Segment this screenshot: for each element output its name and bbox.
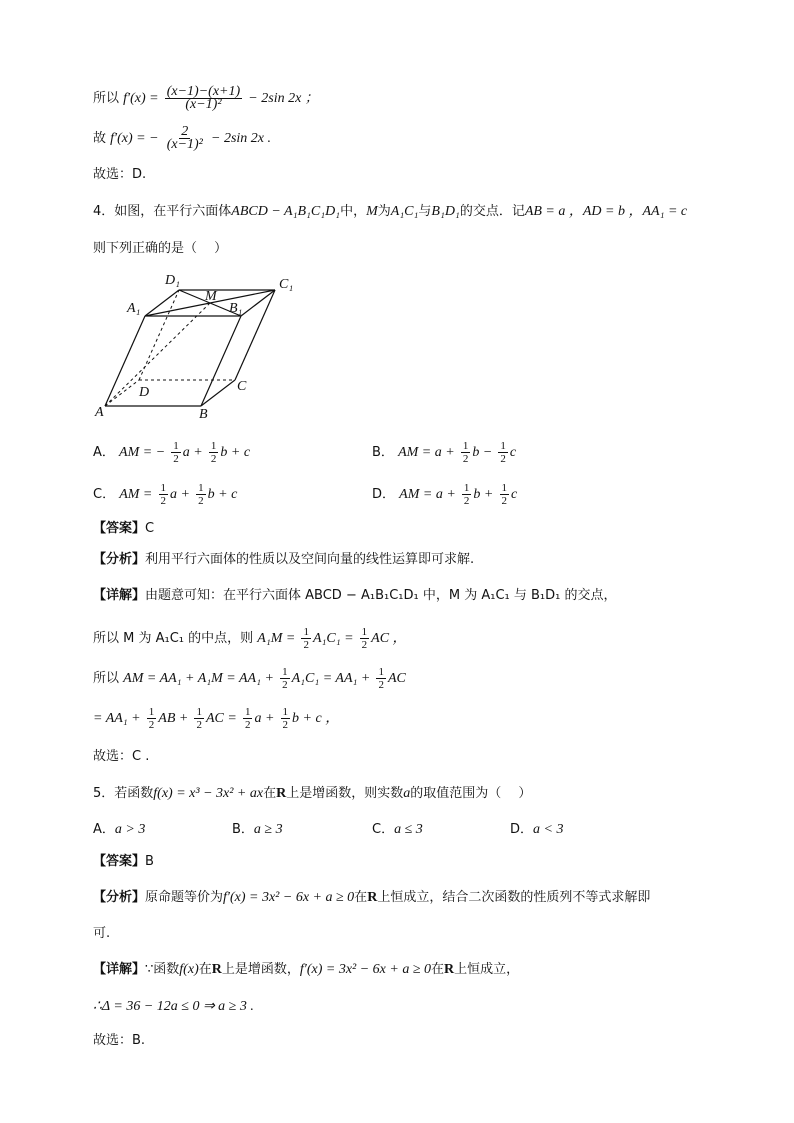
math: R	[444, 962, 455, 977]
label-C: C	[237, 379, 247, 394]
math: − 2sin 2x ；	[248, 91, 319, 106]
answer-value: C	[145, 521, 155, 536]
numerator: (x−1)−(x+1)	[166, 84, 241, 99]
fraction	[243, 706, 253, 731]
denominator: 2	[198, 495, 204, 507]
fraction	[461, 440, 471, 465]
fraction	[165, 86, 242, 111]
math: f′(x) = −	[110, 131, 159, 146]
denominator: 2	[282, 719, 289, 731]
denominator: 2	[500, 453, 506, 465]
q4-answer	[93, 520, 154, 538]
label-A1: A₁	[127, 301, 141, 316]
math: AB = a ，AD = b ，AA₁ = c	[524, 204, 688, 219]
denominator: 2	[160, 495, 167, 507]
q5-analysis	[93, 889, 650, 907]
numerator: 1	[501, 482, 507, 494]
text: 与	[418, 204, 432, 219]
text: 上恒成立，结合二次函数的性质列不等式求解即	[377, 890, 651, 905]
parallelepiped-figure	[93, 268, 303, 418]
q5-stem	[93, 785, 531, 803]
option-label: A．	[93, 445, 115, 460]
denominator: 2	[462, 453, 469, 465]
q4-option-B[interactable]	[372, 440, 516, 465]
numerator: 1	[282, 706, 289, 718]
math: AB +	[158, 711, 189, 726]
q4-option-D[interactable]	[372, 482, 517, 507]
label-D: D	[139, 385, 150, 400]
fraction	[171, 440, 181, 465]
math: AC	[387, 671, 406, 686]
numerator: 1	[198, 482, 204, 494]
denominator: (x−1)²	[166, 137, 203, 152]
math: A₁M =	[257, 631, 296, 646]
q4-detail4	[93, 706, 339, 731]
math: b −	[472, 445, 493, 460]
numerator: 1	[196, 706, 202, 718]
numerator: 1	[361, 626, 368, 638]
fraction	[280, 666, 290, 691]
option-label: B．	[372, 445, 394, 460]
option-label: D．	[372, 487, 396, 502]
text: 的交点．记	[459, 204, 525, 219]
math: M	[366, 204, 378, 219]
denominator: 2	[303, 639, 309, 651]
q4-analysis	[93, 551, 474, 569]
math: f′(x) = 3x² − 6x + a ≥ 0	[223, 890, 355, 905]
fraction	[165, 126, 205, 151]
math: − 2sin 2x .	[211, 131, 272, 146]
math: AM = AA₁ + A₁M = AA₁ +	[123, 671, 274, 686]
fraction	[196, 482, 206, 507]
label-D1: D₁	[165, 273, 180, 288]
math: f(x)	[179, 962, 199, 977]
math: c	[511, 487, 518, 502]
math: AM = −	[119, 445, 166, 460]
text: 在	[431, 962, 445, 977]
fraction	[194, 706, 204, 731]
math: a ≥ 3	[253, 822, 283, 837]
q3-line1	[93, 86, 319, 111]
fraction	[301, 626, 311, 651]
denominator: 2	[463, 495, 470, 507]
math: c	[509, 445, 517, 460]
analysis-tag: 【分析】	[93, 890, 146, 905]
q5-detail	[93, 961, 519, 979]
q3-line2	[93, 126, 271, 151]
analysis-text: 利用平行六面体的性质以及空间向量的线性运算即可求解.	[145, 552, 475, 567]
text: 所以	[93, 91, 120, 106]
text: 为	[377, 204, 391, 219]
q5-choice: 故选：B.	[93, 1033, 146, 1048]
math: a > 3	[114, 822, 146, 837]
fraction	[498, 440, 508, 465]
edge-BC	[201, 380, 235, 406]
text: 在	[354, 890, 368, 905]
label-C1: C₁	[279, 277, 294, 292]
math: R	[276, 786, 287, 801]
numerator: 1	[244, 706, 251, 718]
math: A₁C₁	[390, 204, 419, 219]
q4-option-A[interactable]	[93, 440, 250, 465]
text: ∵函数	[145, 962, 180, 977]
q5-answer	[93, 853, 154, 871]
math: AC =	[205, 711, 237, 726]
fraction	[147, 706, 157, 731]
detail-tag: 【详解】	[93, 588, 146, 603]
text: 在	[263, 786, 277, 801]
option-label: A．	[93, 822, 115, 837]
q4-stem	[93, 203, 687, 221]
math: f(x) = x³ − 3x² + ax	[153, 786, 264, 801]
detail-tag: 【详解】	[93, 962, 146, 977]
fraction	[159, 482, 169, 507]
math: b + c	[220, 445, 251, 460]
denominator: 2	[244, 719, 251, 731]
denominator: 2	[196, 719, 202, 731]
q5-option-B[interactable]	[232, 821, 283, 839]
text: 上是增函数，	[221, 962, 300, 977]
edge-BB1	[201, 316, 241, 406]
math: b + c ，	[292, 711, 340, 726]
denominator: 2	[501, 495, 507, 507]
numerator: 1	[500, 440, 506, 452]
denominator: 2	[148, 719, 155, 731]
numerator: 1	[303, 626, 309, 638]
answer-tag: 【答案】	[93, 854, 146, 869]
math: R	[367, 890, 378, 905]
math: B₁D₁	[431, 204, 460, 219]
answer-value: B	[145, 854, 154, 869]
fraction	[500, 482, 510, 507]
q4-detail3	[93, 666, 406, 691]
text: 5．若函数	[93, 786, 154, 801]
numerator: 1	[210, 440, 217, 452]
fraction	[360, 626, 370, 651]
text: 中，	[340, 204, 367, 219]
fraction	[376, 666, 386, 691]
q5-option-D[interactable]	[510, 821, 563, 839]
denominator: 2	[210, 453, 217, 465]
q5-detail2	[93, 998, 254, 1016]
math: A₁C₁ =	[312, 631, 354, 646]
math: ABCD − A₁B₁C₁D₁	[231, 204, 341, 219]
text: 上是增函数，则实数	[286, 786, 404, 801]
option-label: C．	[93, 487, 116, 502]
denominator: 2	[361, 639, 368, 651]
text: 4．如图，在平行六面体	[93, 204, 232, 219]
math: R	[211, 962, 222, 977]
denominator: 2	[378, 679, 384, 691]
math: f′(x) =	[123, 91, 159, 106]
numerator: 1	[282, 666, 288, 678]
edge-AD-hidden	[105, 380, 139, 406]
math: AM =	[119, 487, 153, 502]
answer-tag: 【答案】	[93, 521, 146, 536]
option-label: B．	[232, 822, 254, 837]
math: AM = a +	[399, 487, 456, 502]
math: a ≤ 3	[394, 822, 423, 837]
q3-choice: 故选：D.	[93, 167, 147, 182]
label-B: B	[199, 407, 208, 418]
denominator: 2	[282, 679, 288, 691]
numerator: 2	[181, 124, 189, 139]
math: = AA₁ +	[93, 711, 141, 726]
numerator: 1	[378, 666, 384, 678]
label-A: A	[95, 405, 104, 418]
q5-analysis-cont: 可.	[93, 926, 111, 941]
fraction	[209, 440, 219, 465]
math: AM = a +	[398, 445, 455, 460]
math: a +	[182, 445, 203, 460]
math: a +	[170, 487, 190, 502]
analysis-tag: 【分析】	[93, 552, 146, 567]
text: 的取值范围为（ ）	[410, 786, 532, 801]
fraction	[281, 706, 291, 731]
option-label: C．	[372, 822, 395, 837]
math: AC ，	[371, 631, 407, 646]
denominator: 2	[173, 453, 179, 465]
fraction	[462, 482, 472, 507]
option-label: D．	[510, 822, 534, 837]
q4-choice: 故选：C .	[93, 749, 150, 764]
math: f′(x) = 3x² − 6x + a ≥ 0	[299, 962, 432, 977]
denominator: (x−1)²	[185, 97, 222, 112]
math: a < 3	[533, 822, 564, 837]
numerator: 1	[148, 706, 155, 718]
q4-option-C[interactable]	[93, 482, 237, 507]
text: 故	[93, 131, 107, 146]
text: 在	[198, 962, 212, 977]
q5-option-A[interactable]	[93, 821, 145, 839]
math: a	[403, 786, 411, 801]
numerator: 1	[463, 482, 470, 494]
math: b + c	[207, 487, 238, 502]
q4-detail2	[93, 626, 407, 651]
label-M: M	[205, 289, 217, 304]
segment-AM-hidden	[105, 303, 210, 406]
numerator: 1	[173, 440, 179, 452]
math: ∴Δ = 36 − 12a ≤ 0 ⇒ a ≥ 3 .	[93, 999, 254, 1014]
q4-detail1	[93, 587, 616, 605]
numerator: 1	[160, 482, 167, 494]
text: 所以 M 为 A₁C₁ 的中点，则	[93, 631, 254, 646]
text: 上恒成立，	[454, 962, 520, 977]
math: b +	[473, 487, 494, 502]
text: 所以	[93, 671, 120, 686]
q5-option-C[interactable]	[372, 821, 423, 839]
detail-text: 由题意可知：在平行六面体 ABCD − A₁B₁C₁D₁ 中，M 为 A₁C₁ 与 B₁D₁ 的交点，	[145, 588, 617, 603]
numerator: 1	[462, 440, 469, 452]
text: 原命题等价为	[145, 890, 224, 905]
q4-stem2: 则下列正确的是（ ）	[93, 241, 228, 256]
math: A₁C₁ = AA₁ +	[291, 671, 371, 686]
math: a +	[254, 711, 275, 726]
label-B1: B₁	[229, 301, 243, 316]
